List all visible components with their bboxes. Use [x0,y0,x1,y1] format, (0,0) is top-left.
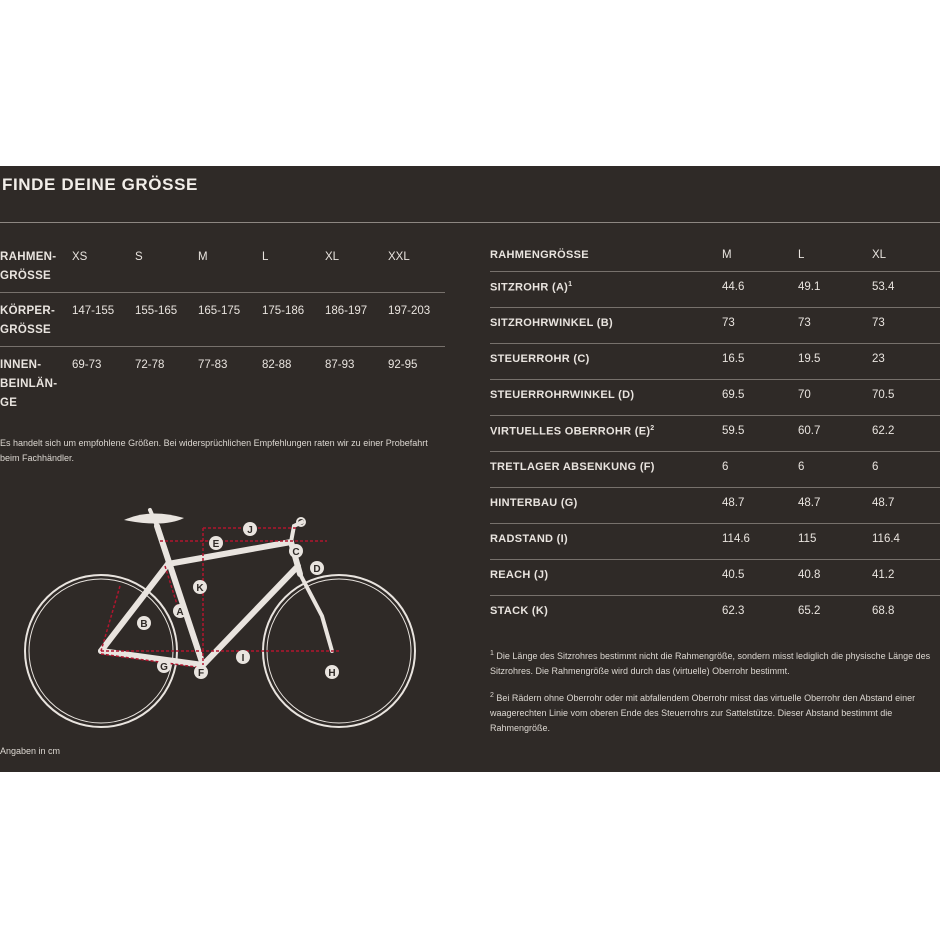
row-label: SITZROHRWINKEL (B) [490,317,613,329]
table-cell: 92-95 [388,359,418,371]
size-l: L [798,249,805,261]
size-s: S [135,251,143,263]
table-cell: 6 [722,461,729,473]
table-row [490,416,940,452]
table-cell: 175-186 [262,305,305,317]
size-recommendation-note: Es handelt sich um empfohlene Größen. Bei widersprüchlichen Empfehlungen raten wir zu einer Probefahrt beim Fachhändler. [0,438,428,463]
table-cell: 19.5 [798,353,821,365]
fork [300,574,332,651]
table-cell: 73 [722,317,735,329]
table-cell: 70 [798,389,811,401]
header-label: RAHMEN- GRÖSSE [0,251,57,282]
size-m: M [722,249,732,261]
size-xl: XL [872,249,887,261]
row-divider [0,346,445,347]
title-divider [0,222,940,223]
table-cell: 40.5 [722,569,745,581]
row-divider [0,292,445,293]
size-xxl: XXL [388,251,410,263]
table-cell: 44.6 [722,281,745,293]
table-cell: 73 [798,317,811,329]
row-label: STACK (K) [490,605,549,617]
table-cell: 186-197 [325,305,368,317]
diagram-marker [243,522,257,536]
table-cell: 40.8 [798,569,821,581]
row-label: SITZROHR $(A)^1$ [490,281,573,294]
table-header-row [490,242,940,272]
table-cell: 116.4 [872,533,900,545]
size-l: L [262,251,269,263]
table-cell: 73 [872,317,885,329]
footnote-2: $^2$ Bei Rädern ohne Oberrohr oder mit abfallendem Oberrohr misst das virtuelle Oberrohr den Abstand einer waagerechten Linie vom oberen Ende des Steuerrohrs zur Sattelstütze. Dieser Abstand bestimmt die Rahmengröße. [490,692,916,733]
table-row [490,272,940,308]
row-label: KÖRPER- GRÖSSE [0,305,56,336]
row-label: HINTERBAU (G) [490,497,578,509]
table-cell: 59.5 [722,425,745,437]
table-cell: 49.1 [798,281,821,293]
size-xs: XS [72,251,88,263]
table-cell: 48.7 [798,497,821,509]
table-row [490,344,940,380]
size-m: M [198,251,208,263]
table-cell: 60.7 [798,425,821,437]
row-label: STEUERROHR (C) [490,353,590,365]
table-cell: 16.5 [722,353,745,365]
table-cell: 65.2 [798,605,821,617]
table-cell: 114.6 [722,533,750,545]
size-xl: XL [325,251,340,263]
bike-geometry-diagram [0,506,440,736]
page-title: FINDE DEINE GRÖSSE [2,175,198,194]
row-label: INNEN- BEINLÄN- GE [0,359,58,409]
svg-text:H: H [328,668,336,679]
diagram-marker [157,659,171,673]
svg-text:F: F [197,668,205,679]
svg-text:K: K [196,583,204,594]
table-cell: 41.2 [872,569,895,581]
diagram-marker [173,604,187,618]
table-row [490,308,940,344]
svg-text:A: A [176,607,184,618]
table-row [490,452,940,488]
footnote-1: $^1$ Die Länge des Sitzrohres bestimmt nicht die Rahmengröße, sondern misst lediglich die physische Länge des Sitzrohres. Die Rahmengröße wird durch das (virtuelle) Oberrohr bestimmt. [490,650,931,676]
diagram-marker [236,650,250,664]
table-cell: 155-165 [135,305,178,317]
table-cell: 87-93 [325,359,355,371]
table-cell: 48.7 [722,497,745,509]
svg-text:G: G [160,662,168,673]
table-row [490,380,940,416]
table-cell: 6 [872,461,879,473]
diagram-marker [194,665,208,679]
table-cell: 69.5 [722,389,745,401]
row-label: RADSTAND (I) [490,533,568,545]
table-cell: 62.2 [872,425,895,437]
svg-text:C: C [292,547,300,558]
saddle [124,513,184,523]
diagram-marker [310,561,324,575]
table-row [490,560,940,596]
table-cell: 62.3 [722,605,745,617]
svg-text:D: D [313,564,321,575]
row-label: REACH (J) [490,569,549,581]
diagram-marker [289,544,303,558]
diagram-marker [209,536,223,550]
svg-text:I: I [241,653,245,664]
table-cell: 82-88 [262,359,292,371]
table-row [490,596,940,632]
table-cell: 53.4 [872,281,895,293]
table-cell: 72-78 [135,359,165,371]
svg-text:E: E [212,539,220,550]
diagram-marker [193,580,207,594]
svg-text:B: B [140,619,148,630]
table-cell: 48.7 [872,497,895,509]
unit-note: Angaben in cm [0,746,61,756]
table-cell: 115 [798,533,817,545]
row-label: VIRTUELLES OBERROHR $(E)^2$ [490,425,655,438]
diagram-marker [137,616,151,630]
table-row [490,488,940,524]
diagram-marker [325,665,339,679]
size-guide-panel [0,166,940,772]
table-cell: 23 [872,353,885,365]
table-row [490,524,940,560]
header-label: RAHMENGRÖSSE [490,249,589,261]
svg-text:J: J [247,525,253,536]
row-label: TRETLAGER ABSENKUNG (F) [490,461,655,473]
table-cell: 197-203 [388,305,431,317]
table-cell: 70.5 [872,389,895,401]
table-cell: 69-73 [72,359,102,371]
row-label: STEUERROHRWINKEL (D) [490,389,635,401]
table-cell: 147-155 [72,305,115,317]
bike-frame [101,526,300,665]
table-cell: 68.8 [872,605,895,617]
table-cell: 6 [798,461,805,473]
table-cell: 77-83 [198,359,228,371]
table-cell: 165-175 [198,305,241,317]
